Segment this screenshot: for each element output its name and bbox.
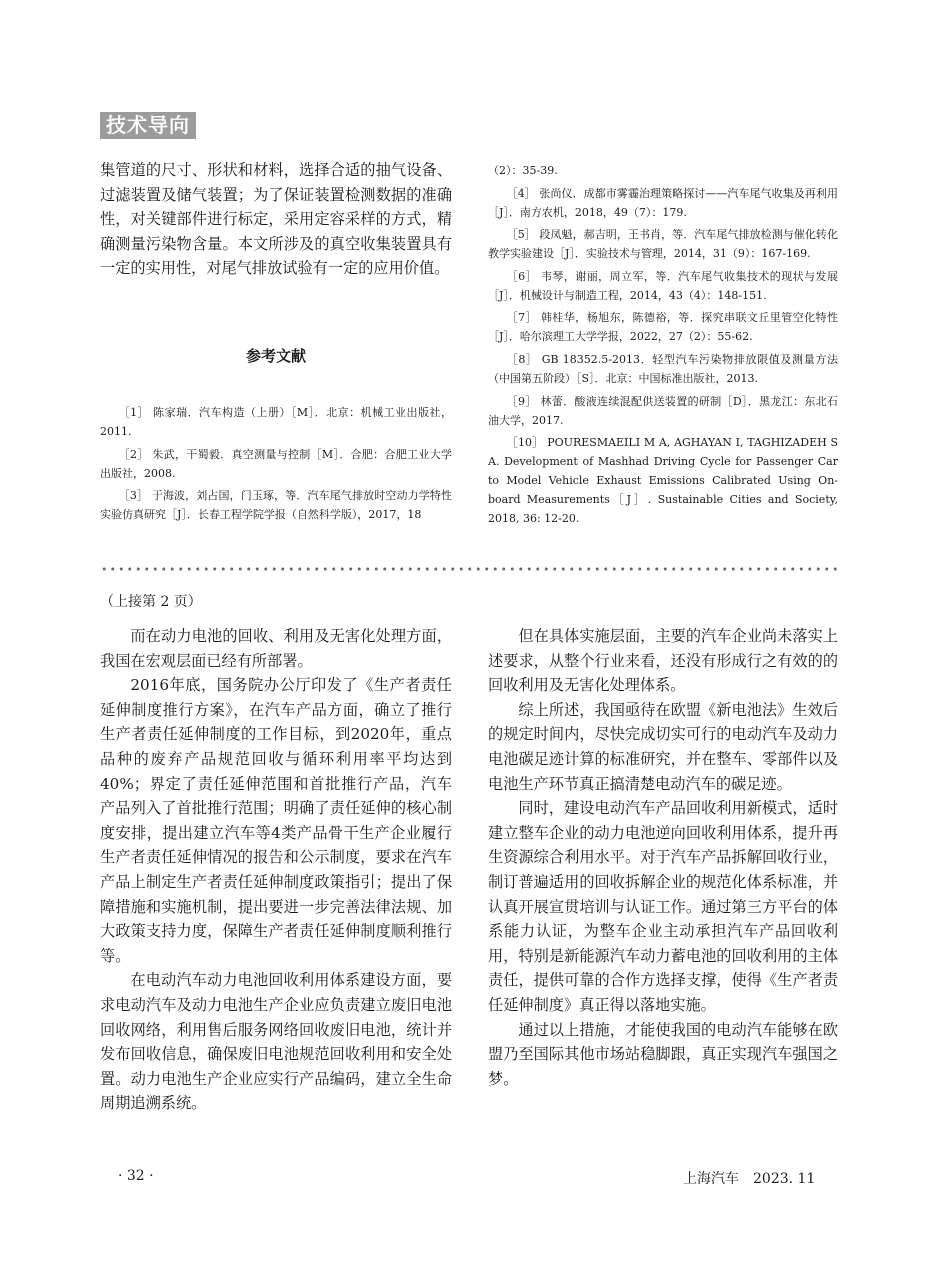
reference-continuation: （2）：35-39. <box>488 164 558 177</box>
reference-item: ［6］ 韦琴，谢丽，周立军，等．汽车尾气收集技术的现状与发展［J］．机械设计与制造工程，2014，43（4）：148-151. <box>488 269 838 302</box>
body-paragraph: 同时，建设电动汽车产品回收利用新模式，适时建立整车企业的动力电池逆向回收利用体系，提升再生资源综合利用水平。对于汽车产品拆解回收行业，制订普遍适用的回收拆解企业的规范化体系标准，并认真开展宣贯培训与认证工作。通过第三方平台的体系能力认证，为整车企业主动承担汽车产品回收利用，特别是新能源汽车动力蓄电池的回收利用的主体责任，提供可靠的合作方选择支撑，使得《生产者责任延伸制度》真正得以落地实施。 <box>488 799 838 1014</box>
body-paragraph: 2016年底，国务院办公厅印发了《生产者责任延伸制度推行方案》，在汽车产品方面，确立了推行生产者责任延伸制度的工作目标，到2020年，重点品种的废弃产品规范回收与循环利用率平均达到40%；界定了责任延伸范围和首批推行产品，汽车产品列入了首批推行范围；明确了责任延伸的核心制度安排，提出建立汽车等4类产品骨干生产企业履行生产者责任延伸情况的报告和公示制度，要求在汽车产品上制定生产者责任延伸制度政策指引；提出了保障措施和实施机制，提出要进一步完善法律法规、加大政策支持力度，保障生产者责任延伸制度顺利推行等。 <box>100 676 452 965</box>
page-number: · 32 · <box>118 1168 154 1184</box>
dotted-divider <box>100 565 838 573</box>
reference-item: ［9］ 林蕾．酸液连续混配供送装置的研制［D］．黑龙江：东北石油大学，2017. <box>488 394 838 427</box>
journal-issue: 上海汽车 2023. 11 <box>683 1171 816 1187</box>
body-paragraph: 但在具体实施层面，主要的汽车企业尚未落实上述要求，从整个行业来看，还没有形成行之有效的的回收利用及无害化处理体系。 <box>488 627 838 695</box>
article-right-column <box>488 624 838 1091</box>
reference-item: ［5］ 段凤魁，郝吉明，王书肖，等．汽车尾气排放检测与催化转化教学实验建设［J］．实验技术与管理，2014，31（9）：167-169. <box>488 228 838 261</box>
conclusion-paragraph-block <box>100 158 452 281</box>
body-paragraph: 综上所述，我国亟待在欧盟《新电池法》生效后的规定时间内，尽快完成切实可行的电动汽车及动力电池碳足迹计算的标准研究，并在整车、零部件以及电池生产环节真正搞清楚电动汽车的碳足迹。 <box>488 700 838 793</box>
body-paragraph: 而在动力电池的回收、利用及无害化处理方面，我国在宏观层面已经有所部署。 <box>100 627 452 670</box>
reference-item: ［3］ 于海波，刘占国，门玉琢，等．汽车尾气排放时空动力学特性实验仿真研究［J］．长春工程学院学报（自然科学版），2017，18 <box>100 489 452 522</box>
references-heading: 参考文献 <box>245 347 306 365</box>
article-left-column <box>100 624 452 1116</box>
reference-item: ［4］ 张尚仪．成都市雾霾治理策略探讨——汽车尾气收集及再利用［J］．南方农机，2018，49（7）：179. <box>488 186 838 219</box>
conclusion-paragraph: 集管道的尺寸、形状和材料，选择合适的抽气设备、过滤装置及储气装置；为了保证装置检测数据的准确性，对关键部件进行标定，采用定容采样的方式，精确测量污染物含量。本文所涉及的真空收集装置具有一定的实用性，对尾气排放试验有一定的应用价值。 <box>100 161 452 278</box>
reference-item: ［10］ POURESMAEILI M A, AGHAYAN I, TAGHIZADEH S A. Development of Mashhad Driving Cycle for Passenger Car to Model Vehicle Exhaust Emissions Calibrated Using On-board Measurements［J］. Sustainable Cities and Society, 2018, 36: 12-20. <box>488 436 838 526</box>
section-badge: 技术导向 <box>100 112 196 139</box>
references-left-column <box>100 403 452 528</box>
reference-item: ［7］ 韩桂华，杨旭东，陈德裕，等．探究串联文丘里管空化特性［J］．哈尔滨理工大学学报，2022，27（2）：55-62. <box>488 311 838 344</box>
reference-item: ［1］ 陈家瑞．汽车构造（上册）［M］．北京：机械工业出版社，2011. <box>100 406 452 438</box>
continued-from-note: （上接第 2 页） <box>100 594 202 610</box>
reference-item: ［2］ 朱武，干蜀毅．真空测量与控制［M］．合肥：合肥工业大学出版社，2008. <box>100 447 452 480</box>
body-paragraph: 在电动汽车动力电池回收利用体系建设方面，要求电动汽车及动力电池生产企业应负责建立废旧电池回收网络，利用售后服务网络回收废旧电池，统计并发布回收信息，确保废旧电池规范回收利用和安全处置。动力电池生产企业应实行产品编码，建立全生命周期追溯系统。 <box>100 971 452 1113</box>
reference-item: ［8］ GB 18352.5-2013．轻型汽车污染物排放限值及测量方法（中国第五阶段）［S］．北京：中国标准出版社，2013. <box>488 352 838 385</box>
body-paragraph: 通过以上措施，才能使我国的电动汽车能够在欧盟乃至国际其他市场站稳脚跟，真正实现汽车强国之梦。 <box>488 1020 838 1088</box>
references-right-column <box>488 161 838 532</box>
